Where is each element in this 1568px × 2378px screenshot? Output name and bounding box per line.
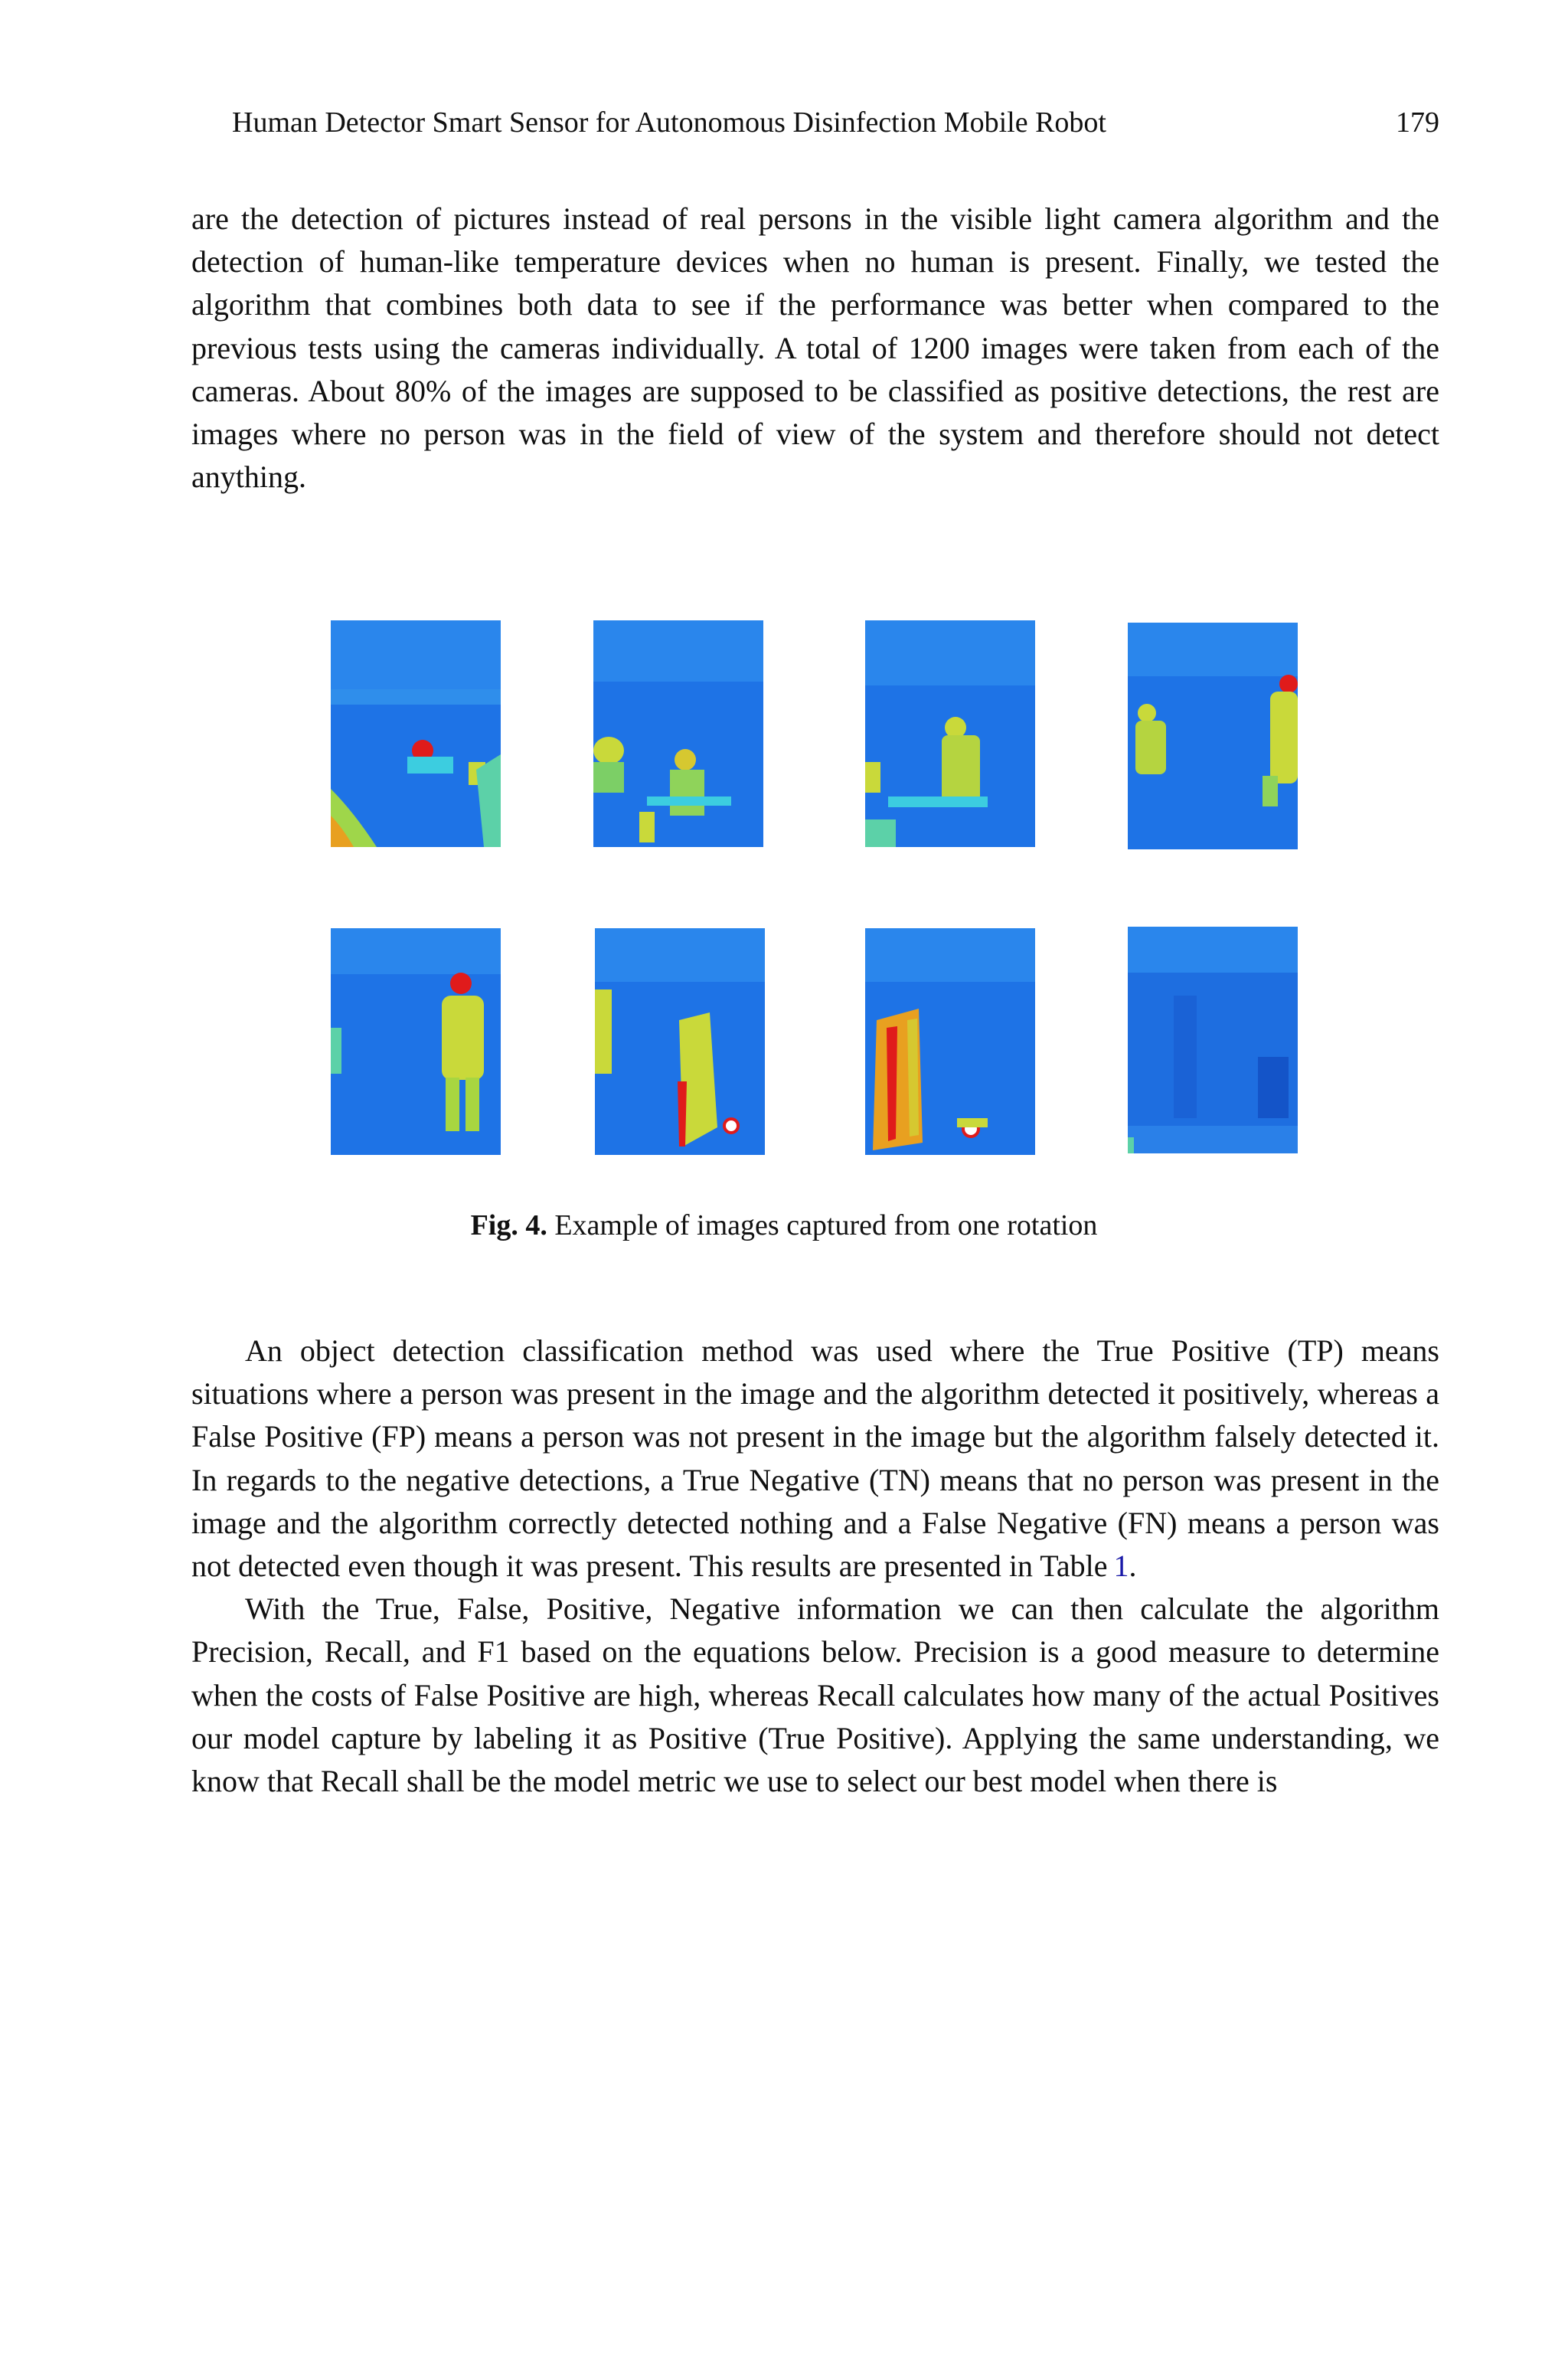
thermal-image-4 bbox=[1128, 623, 1298, 849]
body-paragraph-1 bbox=[191, 198, 1439, 499]
thermal-image-2-graphic bbox=[593, 620, 763, 847]
thermal-image-4-graphic bbox=[1128, 623, 1298, 849]
paragraph-3-text: With the True, False, Positive, Negative information we can then calculate the algorithm Precision, Recall, and F1 based on the equations below. Precision is a good measure to determine when the costs of False Positive are high, whereas Recall calculates how many of the actual Positives our model capture by labeling it as Positive (True Positive). Applying the same understanding, we know that Recall shall be the model metric we use to select our best model when there is bbox=[191, 1591, 1439, 1799]
thermal-image-3-graphic bbox=[865, 620, 1035, 847]
thermal-image-8-graphic bbox=[1128, 927, 1298, 1153]
paragraph-2-text: An object detection classification method was used where the True Positive (TP) means situations where a person was present in the image and the algorithm detected it positively, whereas a False Positive (FP) means a person was not present in the image but the algorithm falsely detected it. In regards to the negative detections, a True Negative (TN) means that no person was present in the image and the algorithm correctly detected nothing and a False Negative (FN) means a person was not detected even though it was present. This results are presented in Table bbox=[191, 1333, 1439, 1584]
paragraph-2 bbox=[191, 1330, 1439, 1588]
thermal-image-6-graphic bbox=[595, 928, 765, 1155]
thermal-image-2 bbox=[593, 620, 763, 847]
figure-caption-text: Example of images captured from one rotation bbox=[554, 1209, 1098, 1241]
thermal-image-3 bbox=[865, 620, 1035, 847]
page-number: 179 bbox=[1396, 106, 1439, 139]
thermal-image-7-graphic bbox=[865, 928, 1035, 1155]
thermal-image-5 bbox=[331, 928, 501, 1155]
running-head bbox=[232, 106, 1439, 139]
figure-label: Fig. 4. bbox=[470, 1209, 547, 1241]
figure-caption bbox=[0, 1209, 1568, 1242]
thermal-image-8 bbox=[1128, 927, 1298, 1153]
thermal-image-6 bbox=[595, 928, 765, 1155]
running-title: Human Detector Smart Sensor for Autonomous Disinfection Mobile Robot bbox=[232, 106, 1106, 139]
thermal-image-7 bbox=[865, 928, 1035, 1155]
paragraph-1-text: are the detection of pictures instead of real persons in the visible light camera algorithm and the detection of human-like temperature devices when no human is present. Finally, we tested the algorithm that combines both data to see if the performance was better when compared to the previous tests using the cameras individually. A total of 1200 images were taken from each of the cameras. About 80% of the images are supposed to be classified as positive detections, the rest are images where no person was in the field of view of the system and therefore should not detect anything. bbox=[191, 201, 1439, 495]
table-reference-link[interactable]: 1 bbox=[1113, 1549, 1129, 1584]
thermal-image-1-graphic bbox=[331, 620, 501, 847]
paragraph-2-end: . bbox=[1129, 1549, 1137, 1584]
thermal-image-5-graphic bbox=[331, 928, 501, 1155]
thermal-image-1 bbox=[331, 620, 501, 847]
body-paragraphs-2-3 bbox=[191, 1330, 1439, 1803]
